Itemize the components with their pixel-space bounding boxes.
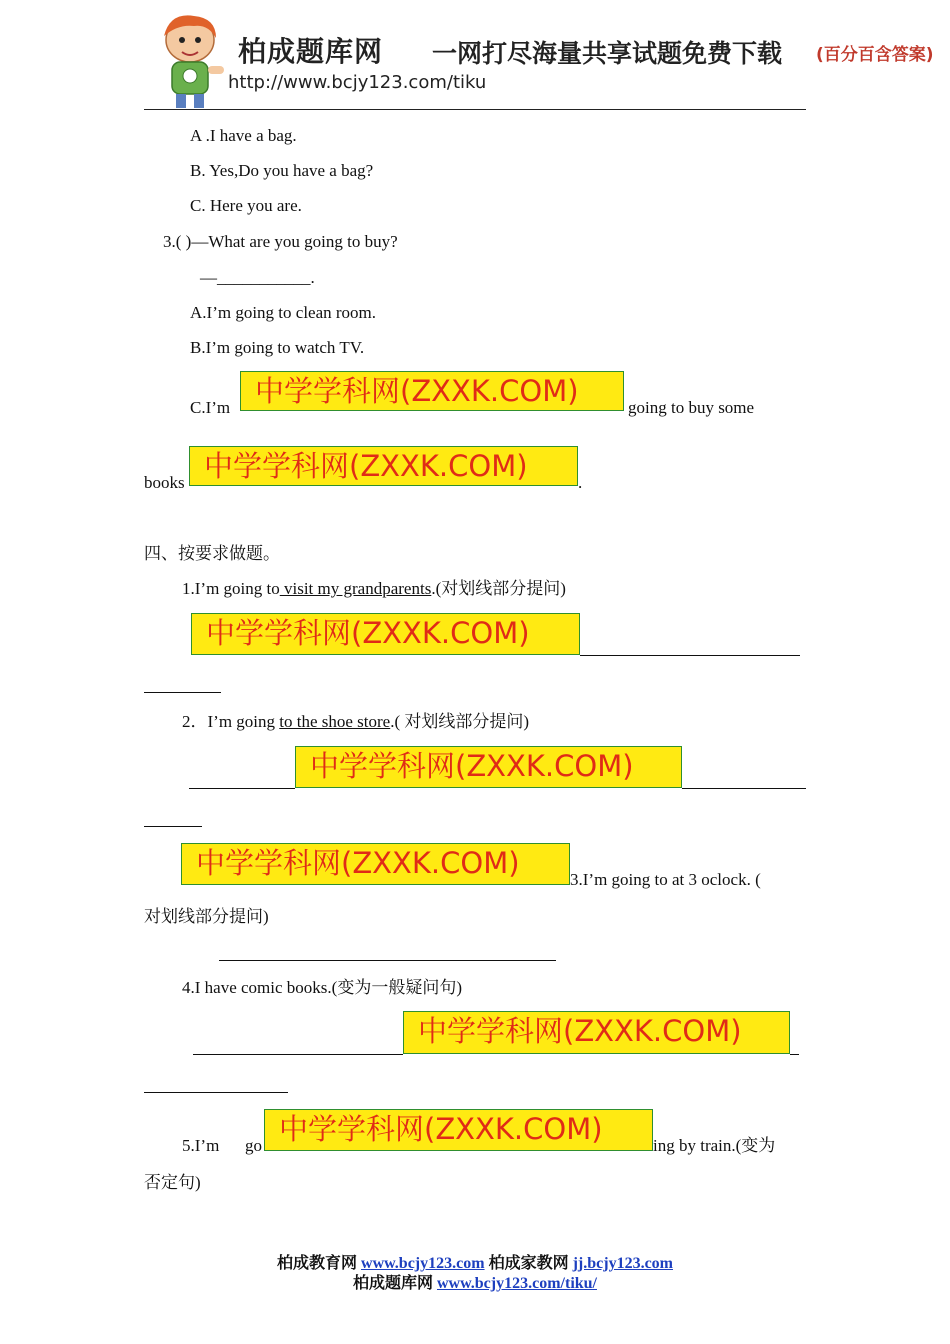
q2-option-c: C. Here you are.	[190, 196, 302, 215]
task-2	[182, 712, 529, 732]
header-divider	[144, 109, 806, 110]
answer-line[interactable]	[144, 692, 221, 693]
q3-option-c-period: .	[578, 473, 583, 492]
watermark-banner: 中学学科网(ZXXK.COM)	[191, 613, 580, 655]
answer-line[interactable]	[193, 1054, 403, 1055]
mascot-logo	[150, 10, 228, 110]
answer-line[interactable]	[580, 655, 800, 656]
task-2-prefix: 2．I’m going	[182, 712, 280, 731]
task-5-end: ing by train.(变为	[653, 1136, 776, 1155]
watermark-banner: 中学学科网(ZXXK.COM)	[189, 446, 578, 486]
task-1-underlined: visit my grandparents	[279, 579, 432, 598]
answer-line[interactable]	[144, 1092, 288, 1093]
task-3: 3.I’m going to at 3 oclock. (	[570, 870, 761, 889]
answers-tag: (百分百含答案)	[816, 45, 934, 65]
task-4: 4.I have comic books.(变为一般疑问句)	[182, 978, 462, 997]
task-1	[182, 579, 566, 599]
answer-line[interactable]	[790, 1054, 799, 1055]
q3-option-b: B.I’m going to watch TV.	[190, 338, 365, 357]
answer-line[interactable]	[682, 788, 806, 789]
q3-answer-line: —___________.	[200, 268, 315, 287]
q3-option-a: A.I’m going to clean room.	[190, 303, 377, 322]
task-2-suffix: .( 对划线部分提问)	[390, 712, 530, 731]
site-title: 柏成题库网	[238, 35, 384, 68]
q3-option-c-end: going to buy some	[628, 398, 755, 417]
site-slogan: 一网打尽海量共享试题免费下载	[432, 39, 783, 68]
footer-link-tiku[interactable]: www.bcjy123.com/tiku/	[437, 1275, 597, 1292]
watermark-banner: 中学学科网(ZXXK.COM)	[264, 1109, 653, 1151]
task-1-suffix: .(对划线部分提问)	[431, 579, 566, 598]
q3-option-c-start: C.I’m	[190, 398, 231, 417]
task-5-start: 5.I’m	[182, 1136, 220, 1155]
task-3-cont: 对划线部分提问)	[144, 907, 269, 926]
answer-line[interactable]	[219, 960, 556, 961]
watermark-banner: 中学学科网(ZXXK.COM)	[240, 371, 624, 411]
q3-option-c-cont: books	[144, 473, 185, 492]
answer-line[interactable]	[144, 826, 202, 827]
site-url: http://www.bcjy123.com/tiku	[228, 72, 487, 93]
section-heading: 四、按要求做题。	[144, 544, 280, 563]
footer-site-3: 柏成题库网	[352, 1275, 433, 1292]
footer-link-tutor[interactable]: jj.bcjy123.com	[572, 1255, 673, 1272]
q3-stem: 3.( )—What are you going to buy?	[163, 232, 398, 251]
task-5-mid: go	[245, 1136, 262, 1155]
q2-option-b: B. Yes,Do you have a bag?	[190, 161, 374, 180]
footer-site-1: 柏成教育网	[277, 1255, 358, 1272]
q2-option-a: A .I have a bag.	[190, 126, 297, 145]
task-5-cont: 否定句)	[144, 1173, 201, 1192]
footer-line-2	[0, 1270, 950, 1293]
answer-line[interactable]	[189, 788, 295, 789]
task-2-underlined: to the shoe store	[279, 712, 391, 731]
footer-site-2: 柏成家教网	[488, 1255, 569, 1272]
footer-link-main[interactable]: www.bcjy123.com	[361, 1255, 485, 1272]
watermark-banner: 中学学科网(ZXXK.COM)	[295, 746, 682, 788]
watermark-banner: 中学学科网(ZXXK.COM)	[181, 843, 570, 885]
watermark-banner: 中学学科网(ZXXK.COM)	[403, 1011, 790, 1054]
task-1-prefix: 1.I’m going to	[182, 579, 280, 598]
